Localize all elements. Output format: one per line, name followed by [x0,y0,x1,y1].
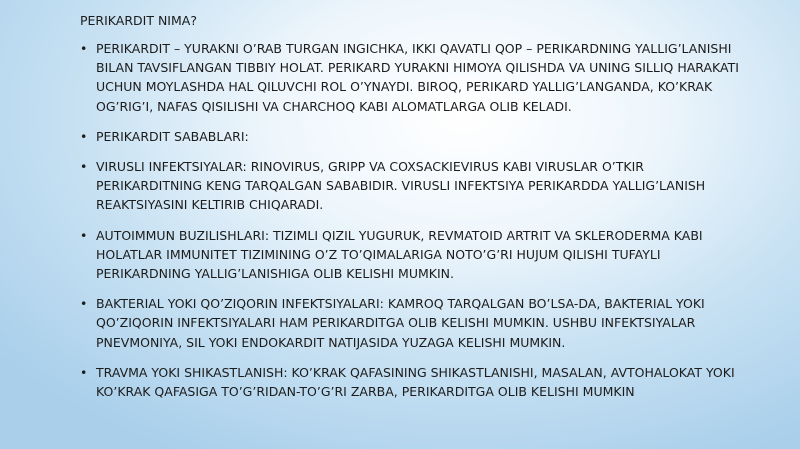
bullet-text: VIRUSLI INFEKTSIYALAR: RINOVIRUS, GRIPP VA COXSACKIEVIRUS KABI VIRUSLAR O’TKIR PERIKARDITNING KENG TARQALGAN SABABIDIR. VIRUSLI INFEKTSIYA PERIKARDDA YALLIG’LANISH REAKTSIYASINI KELTIRIB CHIQARADI. [96,159,706,213]
bullet-item-bacterial [80,294,740,352]
bullet-dot-icon: • [80,364,88,380]
bullet-text: PERIKARDIT – YURAKNI O’RAB TURGAN INGICHKA, IKKI QAVATLI QOP – PERIKARDNING YALLIG’LANISHI BILAN TAVSIFLANGAN TIBBIY HOLAT. PERIKARD YURAKNI HIMOYA QILISHDA VA UNING SILLIQ HARAKATI UCHUN MOYLASHDA HAL QILUVCHI ROL O’YNAYDI. BIROQ, PERIKARD YALLIG’LANGANDA, KO’KRAK OG’RIG’I, NAFAS QISILISHI VA CHARCHOQ KABI ALOMATLARGA OLIB KELADI. [96,41,739,114]
bullet-list [80,39,740,401]
bullet-item-trauma [80,363,740,401]
bullet-text: AUTOIMMUN BUZILISHLARI: TIZIMLI QIZIL YUGURUK, REVMATOID ARTRIT VA SKLERODERMA KABI HOLATLAR IMMUNITET TIZIMINING O’Z TO’QIMALARIGA NOTO’G’RI HUJUM QILISHI TUFAYLI PERIKARDNING YALLIG’LANISHIGA OLIB KELISHI MUMKIN. [96,227,703,282]
bullet-dot-icon: • [80,227,88,243]
bullet-dot-icon: • [80,159,88,175]
slide-title: PERIKARDIT NIMA? [80,13,197,28]
bullet-item-causes-heading [80,127,740,146]
bullet-item-definition [80,39,740,116]
bullet-dot-icon: • [80,41,88,56]
bullet-item-viral [80,157,740,215]
bullet-text: TRAVMA YOKI SHIKASTLANISH: KO’KRAK QAFASINING SHIKASTLANISHI, MASALAN, AVTOHALOKAT YOKI KO’KRAK QAFASIGA TO’G’RIDAN-TO’G’RI ZARBA, PERIKARDITGA OLIB KELISHI MUMKIN [96,364,735,400]
bullet-item-autoimmune [80,226,740,284]
bullet-dot-icon: • [80,296,88,312]
bullet-text: PERIKARDIT SABABLARI: [96,128,249,144]
bullet-dot-icon: • [80,128,88,144]
bullet-text: BAKTERIAL YOKI QO’ZIQORIN INFEKTSIYALARI: KAMROQ TARQALGAN BO’LSA-DA, BAKTERIAL YOKI QO’ZIQORIN INFEKTSIYALARI HAM PERIKARDITGA OLIB KELISHI MUMKIN. USHBU INFEKTSIYALAR PNEVMONIYA, SIL YOKI ENDOKARDIT NATIJASIDA YUZAGA KELISHI MUMKIN. [96,296,705,350]
